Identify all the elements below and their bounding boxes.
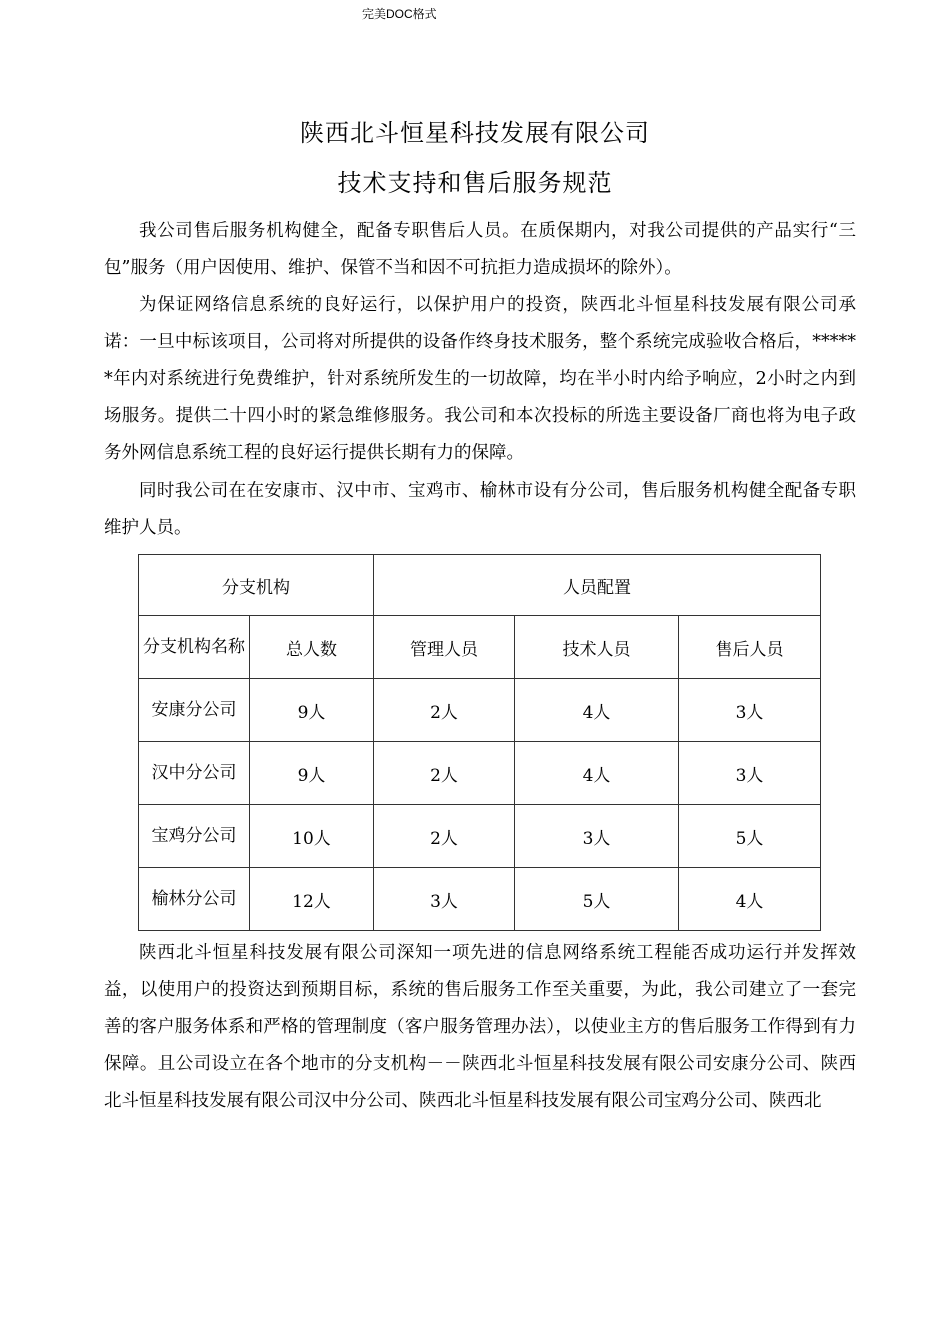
group-header-branch: 分支机构: [139, 555, 374, 616]
cell-branch-name: 宝鸡分公司: [139, 805, 250, 868]
table-column-header-row: [139, 616, 821, 679]
cell-total: 10人: [250, 805, 374, 868]
cell-branch-name: 榆林分公司: [139, 868, 250, 931]
cell-technical: 5人: [515, 868, 679, 931]
cell-technical: 4人: [515, 742, 679, 805]
document-title: 技术支持和售后服务规范: [337, 169, 613, 197]
paragraph-service-system: 陕西北斗恒星科技发展有限公司深知一项先进的信息网络系统工程能否成功运行并发挥效益，以使用户的投资达到预期目标，系统的售后服务工作至关重要，为此，我公司建立了一套完善的客户服务体系和严格的管理制度（客户服务管理办法），以使业主方的售后服务工作得到有力保障。且公司设立在各个地市的分支机构－－陕西北斗恒星科技发展有限公司安康分公司、陕西北斗恒星科技发展有限公司汉中分公司、陕西北斗恒星科技发展有限公司宝鸡分公司、陕西北: [104, 943, 856, 1111]
cell-management: 2人: [374, 679, 515, 742]
cell-management: 3人: [374, 868, 515, 931]
column-header-branch-name: 分支机构名称: [139, 616, 250, 679]
cell-after-sales: 5人: [679, 805, 821, 868]
cell-total: 12人: [250, 868, 374, 931]
cell-total: 9人: [250, 679, 374, 742]
paragraph-commitment: 为保证网络信息系统的良好运行，以保护用户的投资，陕西北斗恒星科技发展有限公司承诺：一旦中标该项目，公司将对所提供的设备作终身技术服务，整个系统完成验收合格后，******年内对系统进行免费维护，针对系统所发生的一切故障，均在半小时内给予响应，2小时之内到场服务。提供二十四小时的紧急维修服务。我公司和本次投标的所选主要设备厂商也将为电子政务外网信息系统工程的良好运行提供长期有力的保障。: [104, 295, 856, 463]
column-header-technical: 技术人员: [515, 616, 679, 679]
table-row: [139, 868, 821, 931]
cell-branch-name: 安康分公司: [139, 679, 250, 742]
cell-management: 2人: [374, 742, 515, 805]
paragraph-branches: 同时我公司在在安康市、汉中市、宝鸡市、榆林市设有分公司，售后服务机构健全配备专职维护人员。: [104, 481, 856, 538]
column-header-after-sales: 售后人员: [679, 616, 821, 679]
cell-total: 9人: [250, 742, 374, 805]
cell-management: 2人: [374, 805, 515, 868]
group-header-staffing: 人员配置: [374, 555, 821, 616]
table-row: [139, 679, 821, 742]
table-row: [139, 742, 821, 805]
branch-staff-table: [138, 554, 821, 931]
cell-technical: 4人: [515, 679, 679, 742]
header-note: 完美DOC格式: [362, 7, 437, 21]
company-title: 陕西北斗恒星科技发展有限公司: [300, 119, 650, 147]
cell-after-sales: 3人: [679, 742, 821, 805]
paragraph-warranty: 我公司售后服务机构健全，配备专职售后人员。在质保期内，对我公司提供的产品实行“三包”服务（用户因使用、维护、保管不当和因不可抗拒力造成损坏的除外）。: [104, 221, 856, 278]
cell-after-sales: 4人: [679, 868, 821, 931]
table-row: [139, 805, 821, 868]
table-group-header-row: [139, 555, 821, 616]
cell-after-sales: 3人: [679, 679, 821, 742]
column-header-management: 管理人员: [374, 616, 515, 679]
column-header-total: 总人数: [250, 616, 374, 679]
cell-branch-name: 汉中分公司: [139, 742, 250, 805]
cell-technical: 3人: [515, 805, 679, 868]
